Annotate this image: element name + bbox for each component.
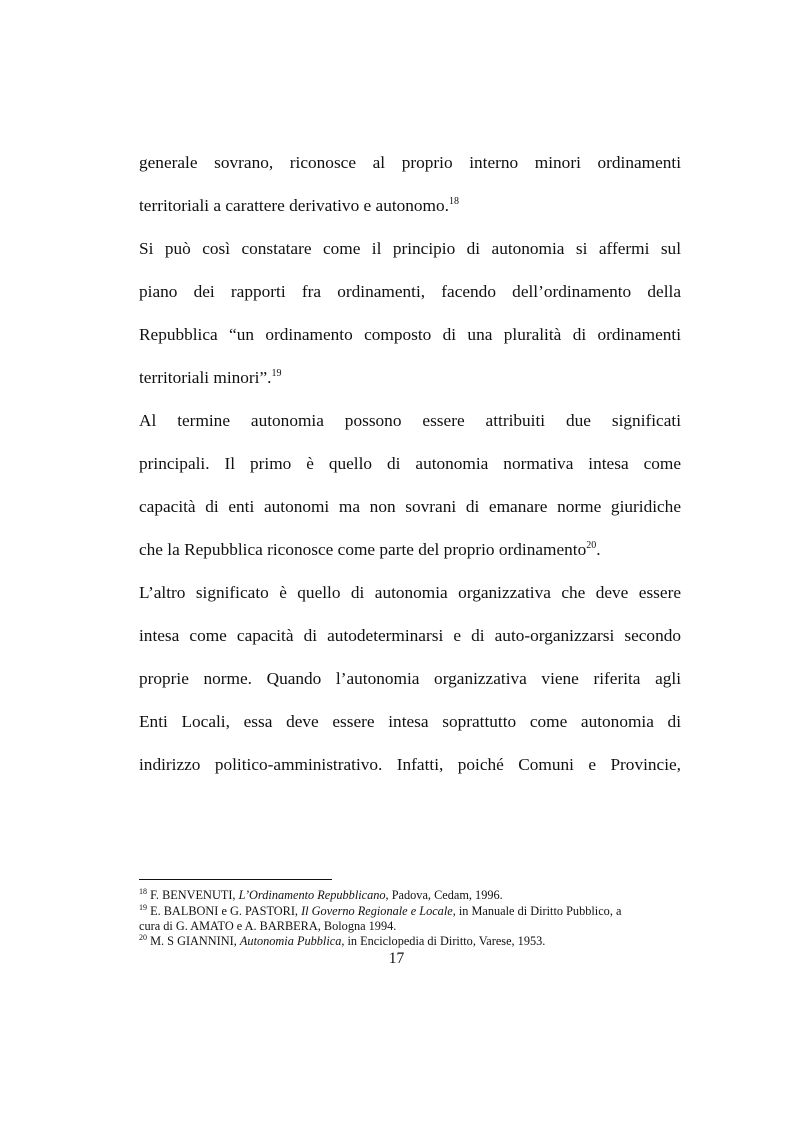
body-line-2	[139, 195, 681, 217]
body-line-10-period: .	[596, 540, 601, 559]
footnote-20-number: 20	[139, 933, 147, 942]
footnote-20-author: M. S GIANNINI,	[147, 934, 240, 948]
page-number: 17	[388, 950, 405, 967]
footnote-18-title: L’Ordinamento Repubblicano,	[238, 888, 389, 902]
footnote-ref-18: 18	[448, 196, 459, 207]
footnote-19	[139, 904, 699, 918]
footnote-20-title: Autonomia Pubblica,	[239, 934, 345, 948]
body-line-6	[139, 367, 681, 389]
body-line-5: Repubblica “un ordinamento composto di una pluralità di ordinamenti	[139, 325, 681, 344]
body-line-6-text: territoriali minori”.	[139, 368, 272, 387]
body-line-8: principali. Il primo è quello di autonomia normativa intesa come	[139, 454, 681, 473]
footnote-19-title: Il Governo Regionale e Locale,	[301, 904, 456, 918]
body-line-3: Si può così constatare come il principio di autonomia si affermi sul	[139, 239, 681, 258]
body-line-15: indirizzo politico-amministrativo. Infatti, poiché Comuni e Provincie,	[139, 755, 681, 774]
body-line-7: Al termine autonomia possono essere attribuiti due significati	[139, 411, 681, 430]
footnote-18-number: 18	[139, 887, 147, 896]
footnote-separator	[139, 879, 332, 880]
body-line-10-text: che la Repubblica riconosce come parte del proprio ordinamento	[139, 540, 587, 559]
body-line-4: piano dei rapporti fra ordinamenti, facendo dell’ordinamento della	[139, 282, 681, 301]
footnote-20	[139, 934, 699, 948]
body-line-2-text: territoriali a carattere derivativo e autonomo.	[139, 196, 449, 215]
body-line-12: intesa come capacità di autodeterminarsi e di auto-organizzarsi secondo	[139, 626, 681, 645]
footnote-18-rest: Padova, Cedam, 1996.	[388, 888, 503, 902]
footnote-18	[139, 888, 699, 902]
body-line-1: generale sovrano, riconosce al proprio interno minori ordinamenti	[139, 153, 681, 172]
footnote-19-number: 19	[139, 903, 147, 912]
footnote-19-continuation: cura di G. AMATO e A. BARBERA, Bologna 1994.	[139, 919, 397, 933]
body-line-13: proprie norme. Quando l’autonomia organizzativa viene riferita agli	[139, 669, 681, 688]
footnote-18-author: F. BENVENUTI,	[147, 888, 239, 902]
body-line-11: L’altro significato è quello di autonomia organizzativa che deve essere	[139, 583, 681, 602]
footnote-19-rest: in Manuale di Diritto Pubblico, a	[455, 904, 622, 918]
body-line-14: Enti Locali, essa deve essere intesa soprattutto come autonomia di	[139, 712, 681, 731]
footnote-ref-20: 20	[586, 540, 597, 551]
footnote-20-rest: in Enciclopedia di Diritto, Varese, 1953.	[344, 934, 546, 948]
body-line-10	[139, 539, 681, 561]
body-line-9: capacità di enti autonomi ma non sovrani di emanare norme giuridiche	[139, 497, 681, 516]
footnote-19-author: E. BALBONI e G. PASTORI,	[147, 904, 302, 918]
footnote-ref-19: 19	[271, 368, 282, 379]
